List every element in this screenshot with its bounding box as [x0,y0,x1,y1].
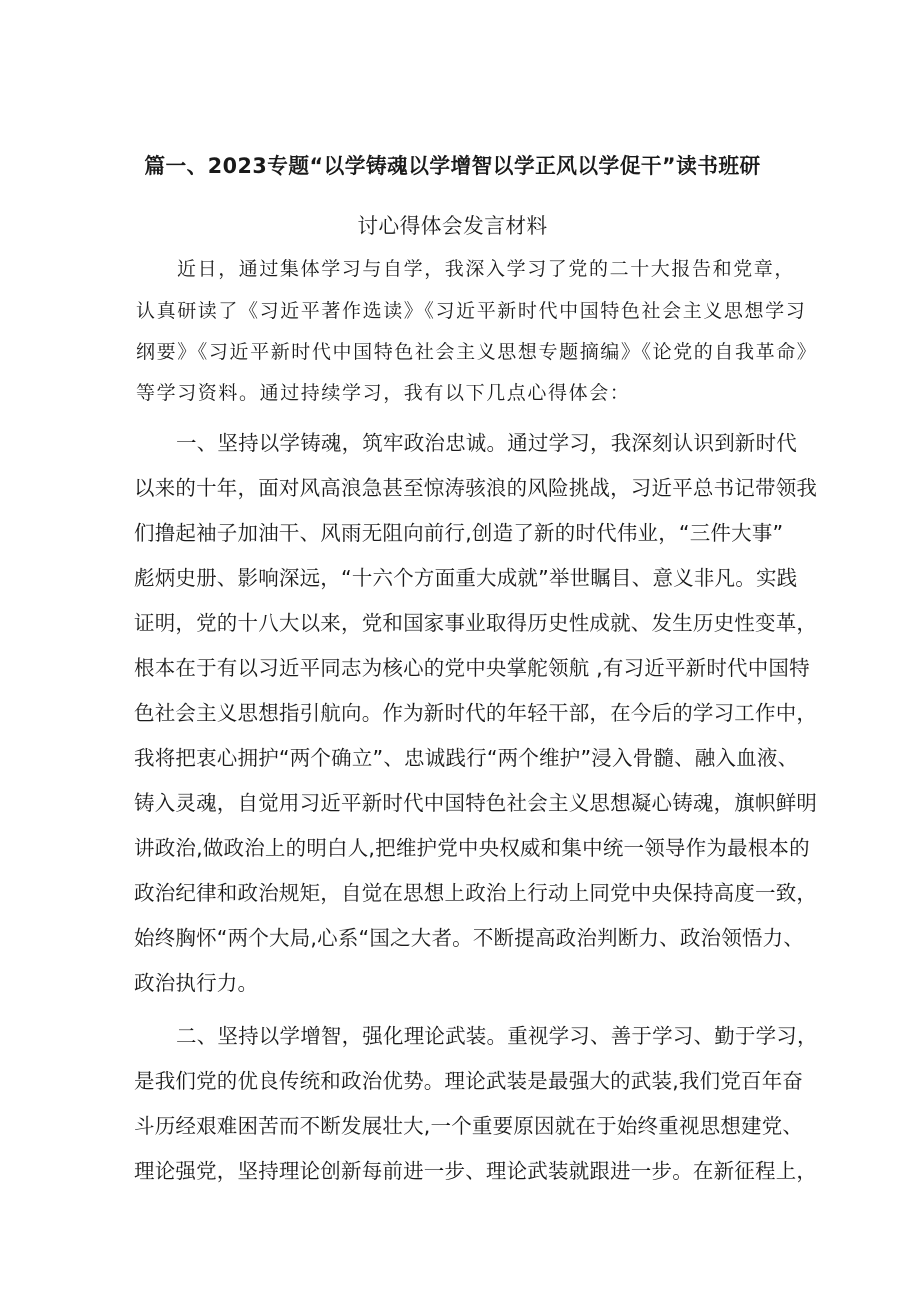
section1-line: 根本在于有以习近平同志为核心的党中央掌舵领航 ,有习近平新时代中国特 [134,656,810,680]
intro-line: 纲要》《习近平新时代中国特色社会主义思想专题摘编》《论党的自我革命》 [136,341,818,363]
section2-line: 理论强党，坚持理论创新每前进一步、理论武装就跟进一步。在新征程上， [134,1159,818,1183]
intro-line: 认真研读了《习近平著作选读》《习近平新时代中国特色社会主义思想学习 [136,300,807,322]
section1-line: 一、坚持以学铸魂，筑牢政治忠诚。通过学习，我深刻认识到新时代 [176,431,797,455]
section1-line: 色社会主义思想指引航向。作为新时代的年轻干部，在今后的学习工作中， [134,701,818,725]
section1-line: 彪炳史册、影响深远，“十六个方面重大成就”举世瞩目、意义非凡。实践 [134,566,798,590]
intro-line: 近日，通过集体学习与自学，我深入学习了党的二十大报告和党章， [177,258,796,280]
section1-line: 们撸起袖子加油干、风雨无阻向前行,创造了新的时代伟业，“三件大事” [134,521,784,545]
section1-line: 以来的十年，面对风高浪急甚至惊涛骇浪的风险挑战，习近平总书记带领我 [134,476,818,500]
intro-line: 等学习资料。通过持续学习，我有以下几点心得体会： [136,382,631,404]
section1-line: 证明，党的十八大以来，党和国家事业取得历史性成就、发生历史性变革， [134,611,818,635]
document-title-line-1: 篇一、2023专题“以学铸魂以学增智以学正风以学促干”读书班研 [144,154,761,178]
document-title-line-2: 讨心得体会发言材料 [357,214,548,238]
section2-line: 斗历经艰难困苦而不断发展壮大,一个重要原因就在于始终重视思想建党、 [134,1114,804,1138]
section1-line: 讲政治,做政治上的明白人,把维护党中央权威和集中统一领导作为最根本的 [134,836,810,860]
section1-line: 始终胸怀“两个大局,心系“国之大者。不断提高政治判断力、政治领悟力、 [134,926,805,950]
section2-line: 二、坚持以学增智，强化理论武装。重视学习、善于学习、勤于学习， [176,1024,818,1048]
section1-line: 政治执行力。 [134,971,259,995]
section1-line: 政治纪律和政治规矩，自觉在思想上政治上行动上同党中央保持高度一致， [134,881,818,905]
section2-line: 是我们党的优良传统和政治优势。理论武装是最强大的武装,我们党百年奋 [134,1069,804,1093]
section1-line: 我将把衷心拥护“两个确立”、忠诚践行“两个维护”浸入骨髓、融入血液、 [134,746,799,770]
section1-line: 铸入灵魂，自觉用习近平新时代中国特色社会主义思想凝心铸魂，旗帜鲜明 [134,791,818,815]
